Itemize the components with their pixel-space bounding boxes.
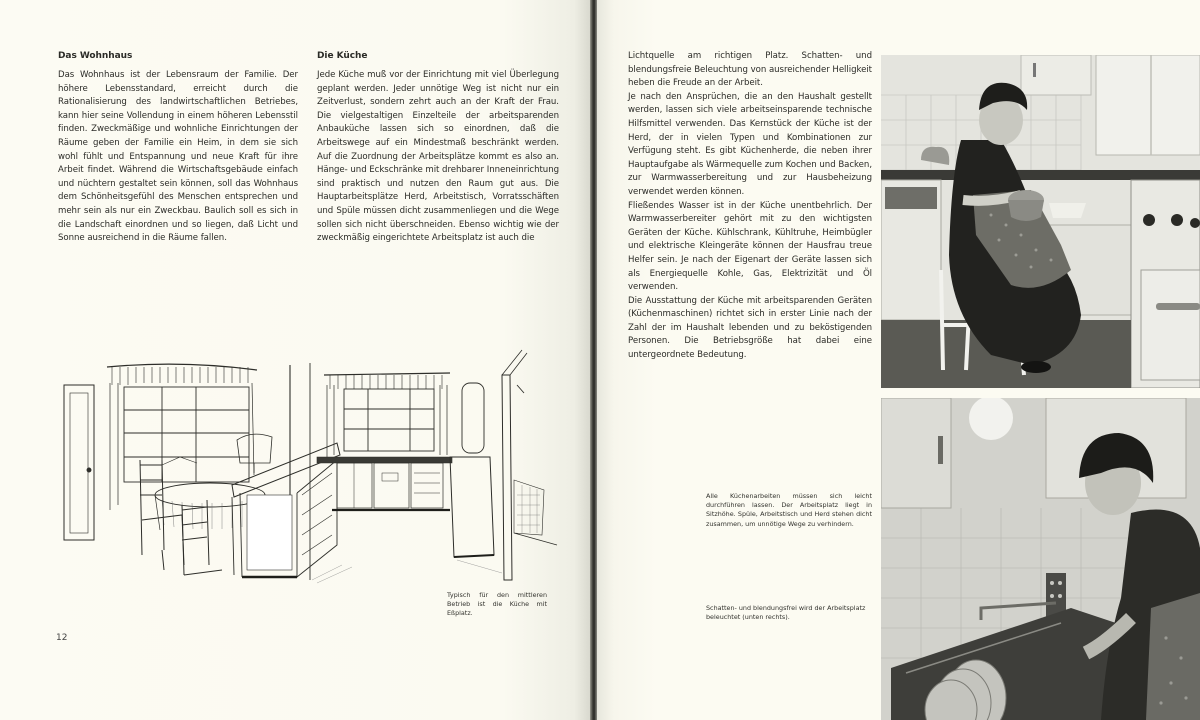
page-number: 12 xyxy=(56,633,68,643)
section-heading: Die Küche xyxy=(317,51,368,61)
paragraph: Lichtquelle am richtigen Platz. Schatten- und blendungsfreie Beleuchtung von ausreichender Helligkeit heben die Freude an der Arbeit. xyxy=(628,51,872,89)
paragraph: Die Ausstattung der Küche mit arbeitsparenden Geräten (Küchenmaschinen) richtet sich in erster Linie nach der Zahl der im Haushalt lebenden und zu beköstigenden Personen. Die Betriebsgröße hat dabei eine untergeordnete Bedeutung. xyxy=(628,295,872,361)
book-gutter xyxy=(590,0,597,720)
kitchen-photo-seated xyxy=(881,55,1200,388)
section-heading: Das Wohnhaus xyxy=(58,51,133,61)
photo-caption-top: Alle Küchenarbeiten müssen sich leicht durchführen lassen. Der Arbeitsplatz liegt in Sitzhöhe. Spüle, Arbeitstisch und Herd stehen dicht zusammen, um unnötige Wege zu verhindern. xyxy=(706,492,872,528)
section-body: Das Wohnhaus ist der Lebensraum der Familie. Der höhere Lebensstandard, erreicht durch die Rationalisierung des landwirtschaftlichen Betriebes, kann hier seine Vollendung in einem höheren Lebensstil finden. Zweckmäßige und wohnliche Einrichtungen der Räume geben der Familie ein Heim, in dem sie sich wohl fühlt und Entspannung und neue Kraft für ihre Arbeit findet. Während die Wirtschaftsgebäude einfach und nüchtern gestaltet sein können, soll das Wohnhaus dem Schönheitsgefühl des Menschen entsprechen und mehr sein als nur ein Zweckbau. Baulich soll es sich in die Landschaft einordnen und so liegen, daß Licht und Sonne ausreichend in die Räume fallen. xyxy=(58,70,298,244)
right-text-column xyxy=(628,50,872,363)
kitchen-illustration xyxy=(62,345,562,585)
kitchen-photo-sink xyxy=(881,398,1200,720)
illustration-caption: Typisch für den mittleren Betrieb ist die Küche mit Eßplatz. xyxy=(447,591,547,618)
section-wohnhaus xyxy=(58,50,298,246)
section-body: Jede Küche muß vor der Einrichtung mit viel Überlegung geplant werden. Jeder unnötige Weg ist nicht nur ein Zeitverlust, sondern zehrt auch an der Kraft der Frau. Die vielgestaltigen Einzelteile der arbeitsparenden Anbauküche lassen sich so einordnen, daß die Arbeitswege auf ein Mindestmaß beschränkt werden. Auf die Zuordnung der Arbeitsplätze kommt es also an. Hänge- und Eckschränke mit drehbarer Inneneinrichtung sind praktisch und nutzen den Raum gut aus. Die Hauptarbeitsplätze Herd, Arbeitstisch, Vorratsschäften und Spüle müssen dicht zusammenliegen und die Wege sollen sich nicht überschneiden. Ebenso wichtig wie der zweckmäßig eingerichtete Arbeitsplatz ist auch die xyxy=(317,70,559,244)
section-kueche xyxy=(317,50,559,246)
paragraph: Fließendes Wasser ist in der Küche unentbehrlich. Der Warmwasserbereiter gehört mit zu den wichtigsten Geräten der Küche. Kühlschrank, Kühltruhe, Heimbügler und elektrische Kleingeräte können der Hausfrau treue Helfer sein. Je nach der Eigenart der Geräte lassen sich als Energiequelle Kohle, Gas, Elektrizität und Öl verwenden. xyxy=(628,200,872,293)
paragraph: Je nach den Ansprüchen, die an den Haushalt gestellt werden, lassen sich viele arbeitseinsparende technische Hilfsmittel verwenden. Das Kernstück der Küche ist der Herd, der in vielen Typen und Kombinationen zur Verfügung steht. Es gibt Küchenherde, die neben ihrer Hauptaufgabe als Wärmequelle zum Kochen und Backen, zur Warmwasserbereitung und zur Hausbeheizung verwendet werden können. xyxy=(628,91,872,197)
photo-caption-bottom: Schatten- und blendungsfrei wird der Arbeitsplatz beleuchtet (unten rechts). xyxy=(706,604,866,622)
